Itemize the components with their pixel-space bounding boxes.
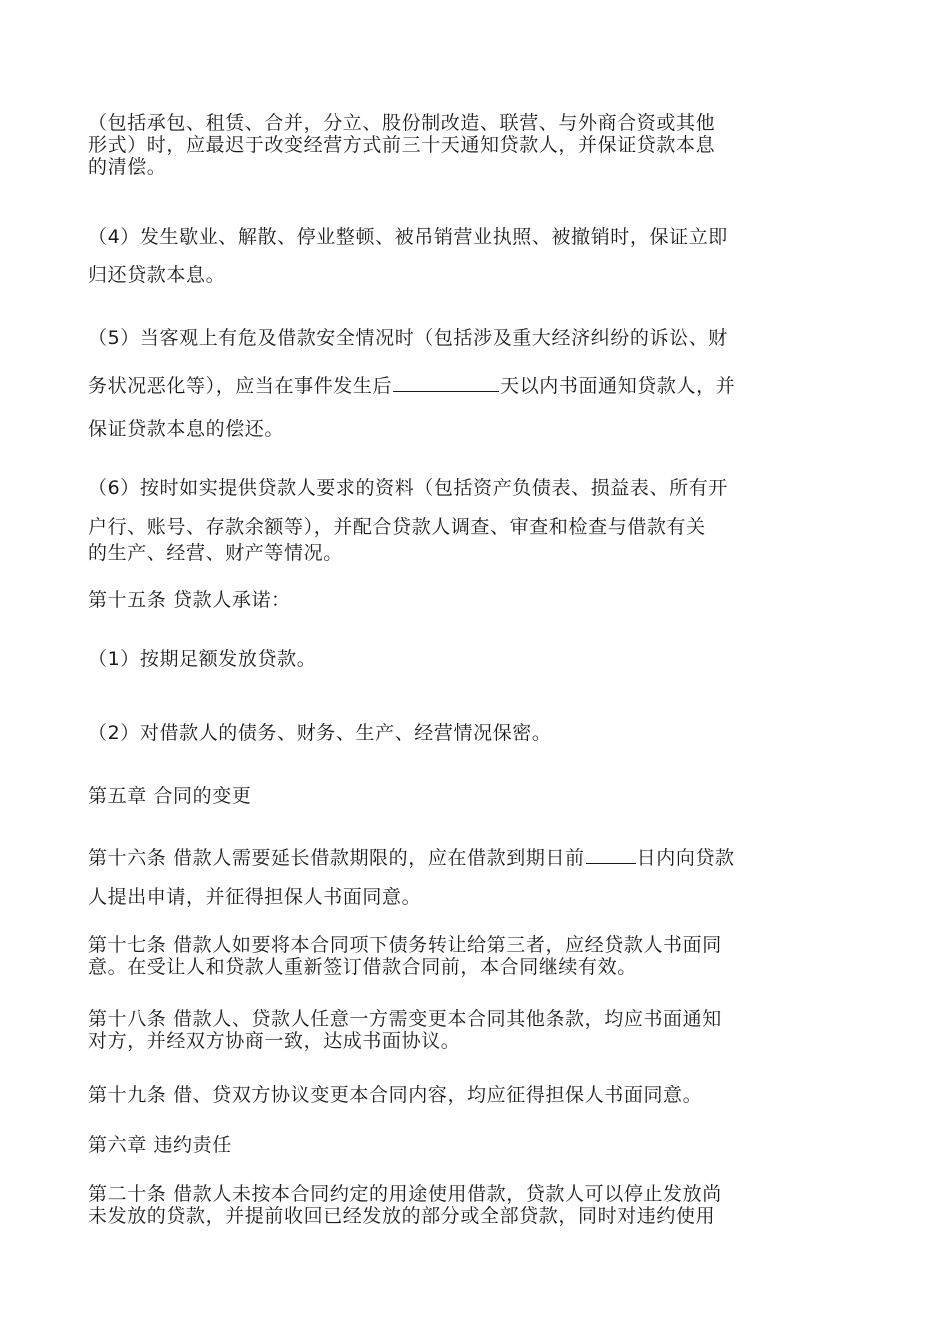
text-line [88,362,868,410]
text-line [88,838,868,878]
fill-in-blank-days[interactable] [586,845,636,864]
text-line: 归还贷款本息。 [88,264,226,286]
text-line: 意。在受让人和贷款人重新签订借款合同前，本合同继续有效。 [88,956,637,978]
clause-item-4 [88,218,868,294]
fill-in-blank-days[interactable] [393,373,499,392]
text-segment: 务状况恶化等），应当在事件发生后 [88,375,393,397]
article-16 [88,838,868,916]
text-line: 的生产、经营、财产等情况。 [88,542,343,564]
text-line: 户行、账号、存款余额等），并配合贷款人调查、审查和检查与借款有关 [88,516,706,538]
text-segment: 日内向贷款 [636,847,735,869]
text-line: 未发放的贷款，并提前收回已经发放的部分或全部贷款，同时对违约使用 [88,1205,716,1227]
text-line: 第十七条 借款人如要将本合同项下债务转让给第三者，应经贷款人书面同 [88,934,722,956]
text-segment: 第十六条 借款人需要延长借款期限的，应在借款到期日前 [88,847,585,869]
text-line: 对方，并经双方协商一致，达成书面协议。 [88,1030,461,1052]
article-15-heading: 第十五条 贷款人承诺： [88,589,291,611]
text-line: 第十八条 借款人、贷款人任意一方需变更本合同其他条款，均应书面通知 [88,1008,722,1030]
clause-item-5 [88,314,868,448]
clause-item-6 [88,464,868,564]
article-15-item-2: （2）对借款人的债务、财务、生产、经营情况保密。 [88,722,552,744]
article-18 [88,1008,868,1052]
article-19: 第十九条 借、贷双方协议变更本合同内容，均应征得担保人书面同意。 [88,1084,703,1106]
text-line: 人提出申请，并征得担保人书面同意。 [88,886,422,908]
text-line: （6）按时如实提供贷款人要求的资料（包括资产负债表、损益表、所有开 [88,477,728,499]
text-line: 第二十条 借款人未按本合同约定的用途使用借款，贷款人可以停止发放尚 [88,1183,722,1205]
article-15-item-1: （1）按期足额发放贷款。 [88,648,317,670]
text-line: （5）当客观上有危及借款安全情况时（包括涉及重大经济纠纷的诉讼、财 [88,327,728,349]
text-line: 的清偿。 [88,156,167,178]
text-line: （包括承包、租赁、合并，分立、股份制改造、联营、与外商合资或其他 [88,112,716,134]
text-line: 保证贷款本息的偿还。 [88,418,285,440]
chapter-5-heading: 第五章 合同的变更 [88,785,252,807]
article-17 [88,934,868,978]
text-line: 形式）时，应最迟于改变经营方式前三十天通知贷款人，并保证贷款本息 [88,134,716,156]
text-line: （4）发生歇业、解散、停业整顿、被吊销营业执照、被撤销时，保证立即 [88,226,728,248]
text-segment: 天以内书面通知贷款人，并 [500,375,736,397]
article-20 [88,1183,868,1227]
chapter-6-heading: 第六章 违约责任 [88,1134,232,1156]
paragraph-conversion-notice [88,112,868,178]
